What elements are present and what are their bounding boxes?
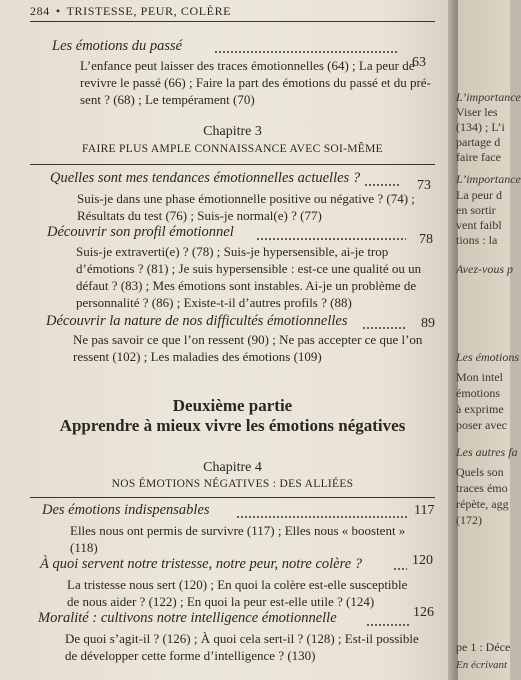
entry-subtopics-line: ressent (102) ; Les maladies des émotions (109): [73, 349, 322, 364]
facing-text: tions : la: [456, 233, 498, 247]
entry-title: Découvrir son profil émotionnel: [47, 224, 234, 240]
facing-page: [456, 0, 521, 680]
entry-subtopics-line: personnalité ? (86) ; Existe-t-il d’autres profils ? (88): [76, 295, 352, 310]
entry-page: 63: [412, 55, 426, 70]
entry-subtopics-line: de nous aider ? (122) ; En quoi la peur est-elle utile ? (124): [67, 594, 375, 609]
dot-leader: [236, 516, 408, 518]
entry-title: Des émotions indispensables: [42, 502, 210, 518]
dot-leader: [366, 624, 410, 626]
facing-text: Les autres fa: [456, 445, 518, 459]
entry-subtopics-line: La tristesse nous sert (120) ; En quoi la colère est-elle susceptible: [67, 577, 408, 592]
facing-text: Avez-vous p: [456, 262, 513, 276]
facing-text: en sortir: [456, 203, 496, 217]
entry-title: Découvrir la nature de nos difficultés émotionnelles: [46, 313, 348, 329]
entry-subtopics-line: revivre le passé (66) ; Faire la part des émotions du passé et du pré-: [80, 75, 431, 90]
bullet-separator: •: [55, 4, 61, 18]
entry-subtopics-line: L’enfance peut laisser des traces émotionnelles (64) ; La peur de: [80, 58, 415, 73]
entry-page: 117: [414, 503, 435, 518]
facing-text: répète, agg: [456, 497, 509, 511]
facing-text: poser avec: [456, 418, 507, 432]
entry-page: 73: [417, 178, 431, 193]
dot-leader: [214, 51, 398, 53]
header-rule: [30, 21, 435, 22]
facing-text: faire face: [456, 150, 501, 164]
entry-subtopics-line: (118): [70, 540, 98, 555]
entry-subtopics-line: De quoi s’agit-il ? (126) ; À quoi cela sert-il ? (128) ; Est-il possible: [65, 631, 419, 646]
facing-text: L’importance: [456, 90, 521, 104]
entry-subtopics-line: Suis-je dans une phase émotionnelle positive ou négative ? (74) ;: [77, 191, 415, 206]
facing-text: La peur d: [456, 188, 502, 202]
dot-leader: [393, 568, 407, 570]
facing-text: émotions: [456, 386, 500, 400]
entry-subtopics-line: Suis-je extraverti(e) ? (78) ; Suis-je hypersensible, ai-je trop: [76, 244, 389, 259]
page-number: 284: [30, 4, 50, 18]
facing-text: à exprime: [456, 402, 504, 416]
entry-subtopics-line: d’émotions ? (81) ; Je suis hypersensible : est-ce une qualité ou un: [76, 261, 422, 276]
dot-leader: [362, 327, 406, 329]
entry-title: À quoi servent notre tristesse, notre peur, notre colère ?: [40, 556, 363, 572]
entry-page: 126: [413, 605, 434, 620]
facing-text: (172): [456, 513, 482, 527]
running-head-title: TRISTESSE, PEUR, COLÈRE: [66, 4, 232, 18]
entry-title: Quelles sont mes tendances émotionnelles actuelles ?: [50, 170, 361, 186]
entry-page: 89: [421, 316, 435, 331]
entry-subtopics-line: Elles nous ont permis de survivre (117) ; Elles nous « boostent »: [70, 523, 406, 538]
entry-subtopics-line: Ne pas savoir ce que l’on ressent (90) ; Ne pas accepter ce que l’on: [73, 332, 423, 347]
entry-page: 78: [419, 232, 433, 247]
facing-text: partage d: [456, 135, 501, 149]
facing-text: Viser les: [456, 105, 498, 119]
running-head: [30, 4, 231, 19]
chapter-label: Chapitre 4: [203, 460, 262, 475]
part-label: Deuxième partie: [172, 396, 293, 415]
dot-leader: [364, 184, 400, 186]
facing-text: L’importance: [456, 172, 521, 186]
facing-text: Quels son: [456, 465, 504, 479]
chapter-label: Chapitre 3: [203, 124, 262, 139]
entry-page: 120: [412, 553, 433, 568]
facing-text: traces émo: [456, 481, 508, 495]
dot-leader: [256, 238, 406, 240]
facing-text: Les émotions: [456, 350, 519, 364]
entry-title: Moralité : cultivons notre intelligence émotionnelle: [38, 610, 337, 626]
chapter-subtitle: FAIRE PLUS AMPLE CONNAISSANCE AVEC SOI-MÊME: [82, 143, 383, 155]
facing-text: En écrivant: [456, 659, 508, 671]
facing-text: vent faibl: [456, 218, 502, 232]
entry-subtopics-line: de développer cette forme d’intelligence ? (130): [65, 648, 316, 663]
entry-subtopics-line: défaut ? (83) ; Mes émotions sont instables. Ai-je un problème de: [76, 278, 417, 293]
facing-text: pe 1 : Déce: [456, 640, 511, 654]
part-title: Apprendre à mieux vivre les émotions négatives: [59, 416, 406, 435]
facing-text: Mon intel: [456, 370, 503, 384]
entry-title: Les émotions du passé: [52, 38, 183, 54]
entry-subtopics-line: sent ? (68) ; Le tempérament (70): [80, 92, 255, 107]
chapter-subtitle: NOS ÉMOTIONS NÉGATIVES : DES ALLIÉES: [111, 478, 354, 490]
section-rule: [30, 497, 435, 498]
facing-text: (134) ; L’i: [456, 120, 505, 134]
entry-subtopics-line: Résultats du test (76) ; Suis-je normal(e) ? (77): [77, 208, 322, 223]
section-rule: [30, 164, 435, 165]
